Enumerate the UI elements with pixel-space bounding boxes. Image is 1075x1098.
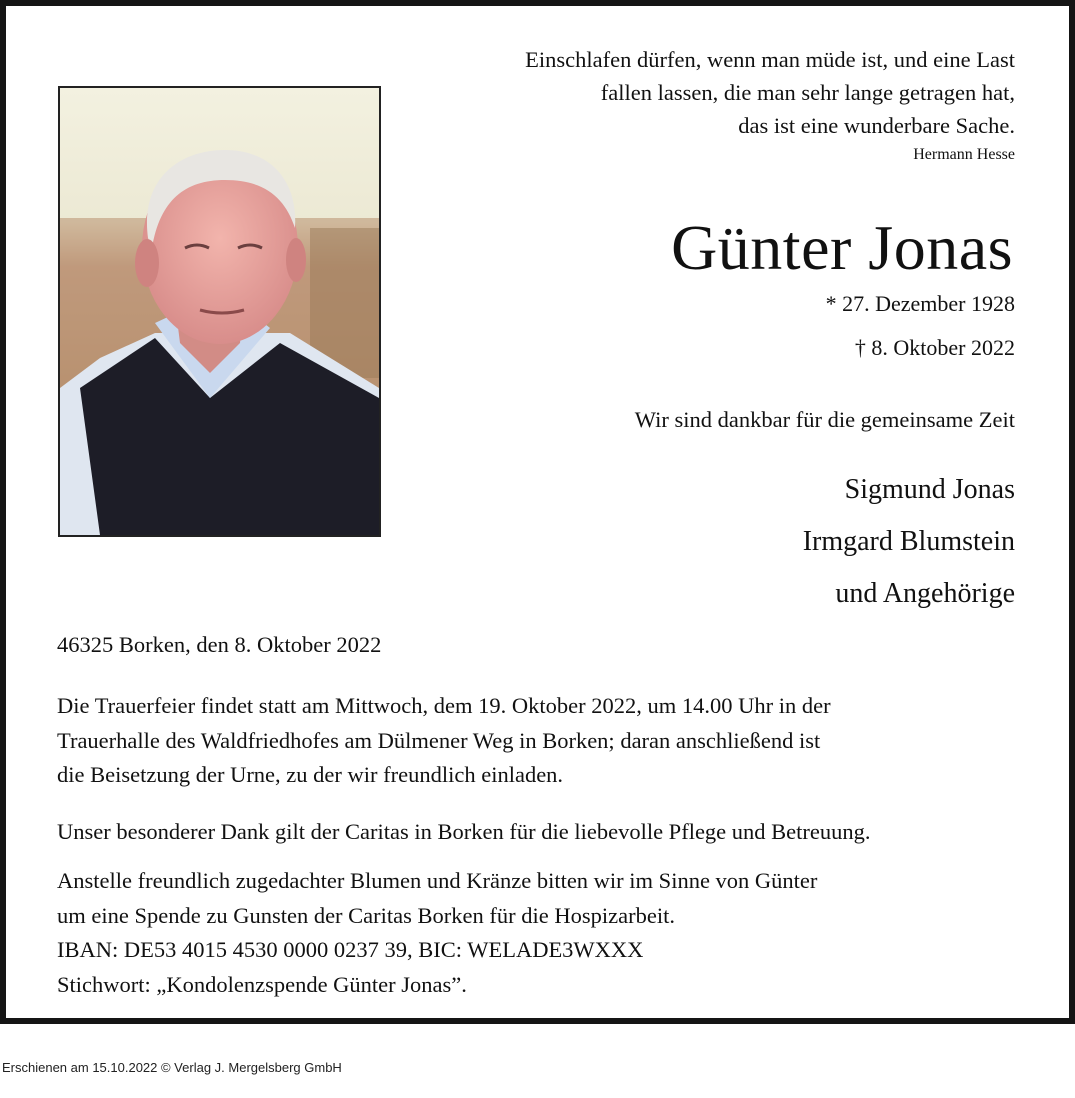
special-thanks-line: Unser besonderer Dank gilt der Caritas in Borken für die liebevolle Pflege und Betreuung. — [57, 819, 871, 844]
ceremony-line: Trauerhalle des Waldfriedhofes am Dülmener Weg in Borken; daran anschließend ist — [57, 727, 821, 753]
portrait-photo — [58, 86, 381, 537]
mourners-list — [803, 464, 1015, 620]
thanks-line: Wir sind dankbar für die gemeinsame Zeit — [634, 407, 1015, 432]
iban-line: IBAN: DE53 4015 4530 0000 0237 39, BIC: WELADE3WXXX — [57, 937, 644, 962]
donation-line: um eine Spende zu Gunsten der Caritas Borken für die Hospizarbeit. — [57, 902, 675, 928]
publication-footer: Erschienen am 15.10.2022 © Verlag J. Mergelsberg GmbH — [2, 1060, 342, 1075]
mourner-name: Irmgard Blumstein — [802, 526, 1015, 557]
donation-paragraph — [57, 864, 817, 1002]
deceased-name: Günter Jonas — [671, 212, 1013, 283]
mourner-name: Sigmund Jonas — [844, 474, 1015, 505]
quote-line: fallen lassen, die man sehr lange getragen hat, — [600, 80, 1015, 105]
ceremony-paragraph — [57, 689, 831, 793]
place-date: 46325 Borken, den 8. Oktober 2022 — [57, 632, 382, 657]
portrait-illustration — [60, 88, 379, 535]
birth-date: * 27. Dezember 1928 — [825, 291, 1015, 316]
quote-line: das ist eine wunderbare Sache. — [738, 113, 1015, 138]
quote-author: Hermann Hesse — [913, 146, 1015, 163]
keyword-line: Stichwort: „Kondolenzspende Günter Jonas”. — [57, 971, 467, 997]
quote-line: Einschlafen dürfen, wenn man müde ist, und eine Last — [525, 47, 1015, 72]
special-thanks-paragraph — [57, 815, 871, 850]
mourner-name: und Angehörige — [835, 578, 1015, 609]
death-date: † 8. Oktober 2022 — [854, 335, 1015, 360]
donation-line: Anstelle freundlich zugedachter Blumen und Kränze bitten wir im Sinne von Günter — [57, 868, 818, 893]
ceremony-line: die Beisetzung der Urne, zu der wir freundlich einladen. — [57, 762, 564, 787]
hesse-quote — [525, 43, 1015, 142]
ceremony-line: Die Trauerfeier findet statt am Mittwoch, dem 19. Oktober 2022, um 14.00 Uhr in der — [57, 693, 831, 718]
